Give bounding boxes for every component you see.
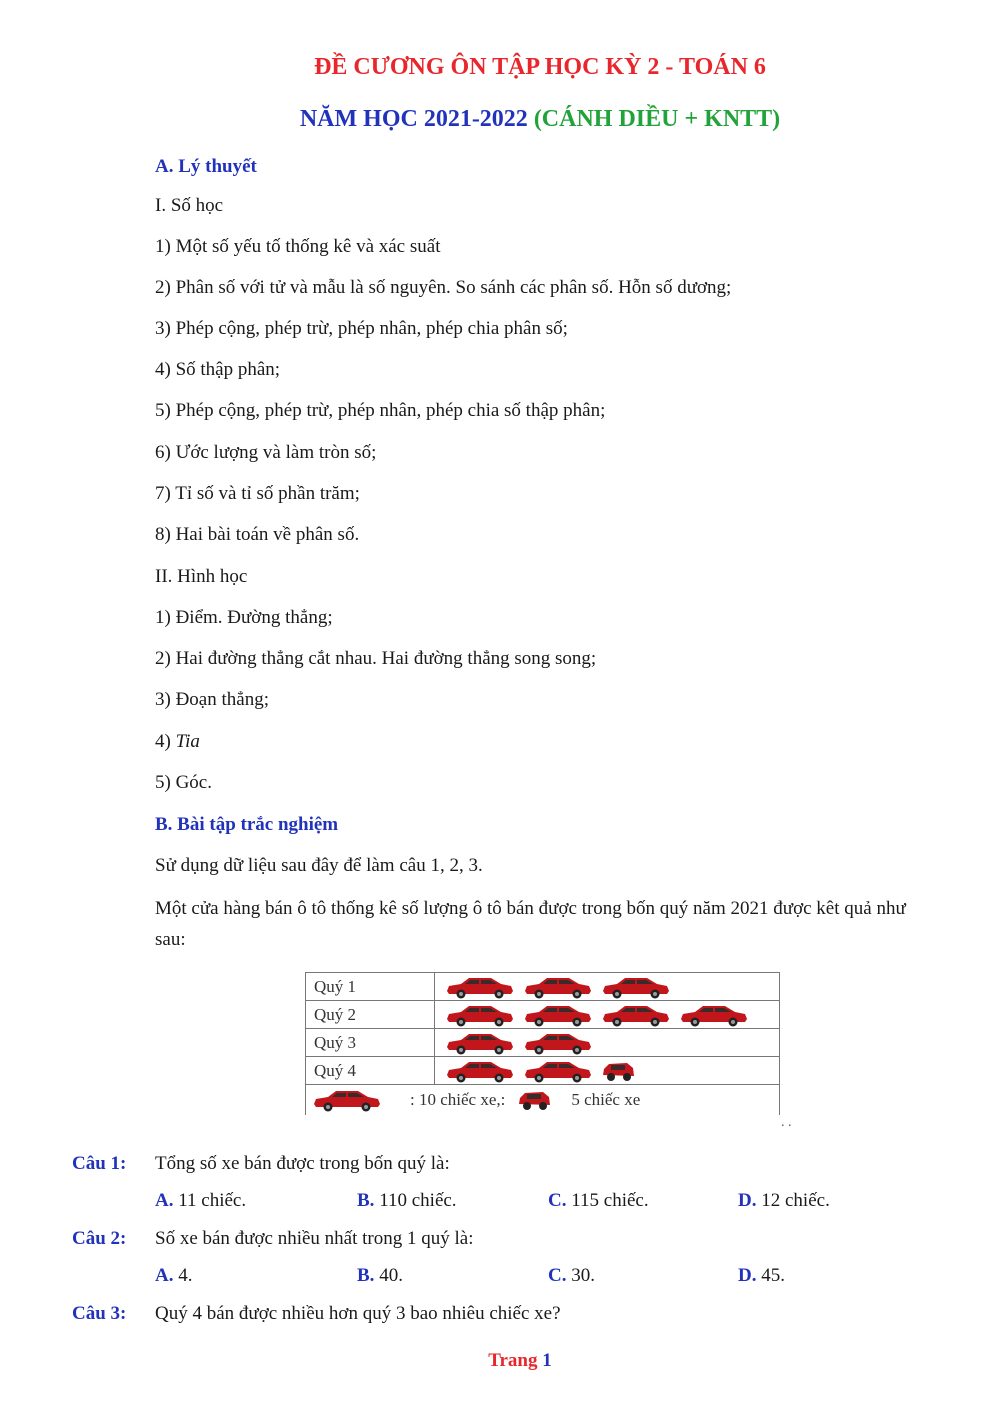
quarter-cars	[435, 1001, 780, 1029]
car-icon	[445, 975, 515, 999]
geo-item-number: 4)	[155, 731, 176, 752]
page-number: 1	[542, 1350, 552, 1371]
question-2	[72, 1228, 473, 1250]
geo-item: 1) Điểm. Đường thẳng;	[155, 607, 333, 628]
car-icon	[312, 1088, 390, 1112]
exercises-context: Một cửa hàng bán ô tô thống kê số lượng ô tô bán được trong bốn quý năm 2021 được kêt quả như sau:	[155, 898, 906, 950]
option-letter: D.	[738, 1190, 757, 1211]
geo-item-text: Tia	[175, 731, 200, 752]
pictogram-row	[306, 1057, 780, 1085]
quarter-label: Quý 1	[306, 973, 435, 1001]
geo-item: 2) Hai đường thẳng cắt nhau. Hai đường thẳng song song;	[155, 648, 597, 669]
pictogram-row	[306, 1029, 780, 1057]
geo-item: 5) Góc.	[155, 772, 212, 793]
school-year: NĂM HỌC 2021-2022	[299, 106, 534, 132]
car-icon	[523, 1059, 593, 1083]
stray-mark: . .	[781, 1115, 792, 1130]
option-letter: D.	[738, 1265, 757, 1286]
arith-item: 5) Phép cộng, phép trừ, phép nhân, phép chia số thập phân;	[155, 400, 606, 421]
arith-item: 6) Ước lượng và làm tròn số;	[155, 442, 377, 463]
option-text: 45.	[756, 1265, 785, 1286]
car-icon	[601, 1003, 671, 1027]
document-title: ĐỀ CƯƠNG ÔN TẬP HỌC KỲ 2 - TOÁN 6	[314, 54, 766, 80]
option-letter: C.	[548, 1190, 567, 1211]
option-text: 30.	[566, 1265, 595, 1286]
option-text: 40.	[374, 1265, 403, 1286]
question-text: Quý 4 bán được nhiều hơn quý 3 bao nhiêu chiếc xe?	[155, 1303, 561, 1324]
option-text: 11 chiếc.	[173, 1190, 247, 1211]
car-icon	[445, 1059, 515, 1083]
option-text: 110 chiếc.	[374, 1190, 457, 1211]
textbook-series: (CÁNH DIỀU + KNTT)	[533, 106, 781, 132]
arith-item: 1) Một số yếu tố thống kê và xác suất	[155, 236, 441, 257]
legend-half-label: 5 chiếc xe	[571, 1090, 641, 1109]
quarter-cars	[435, 1057, 780, 1085]
arith-item: 4) Số thập phân;	[155, 359, 281, 380]
arith-item: 8) Hai bài toán về phân số.	[155, 524, 360, 545]
question-3	[72, 1303, 561, 1325]
option-a[interactable]	[155, 1265, 192, 1287]
car-icon	[601, 975, 671, 999]
car-icon	[523, 975, 593, 999]
legend-full-label: : 10 chiếc xe,:	[410, 1090, 506, 1109]
car-icon	[523, 1003, 593, 1027]
option-letter: B.	[357, 1265, 375, 1286]
option-b[interactable]	[357, 1190, 457, 1212]
quarter-label: Quý 3	[306, 1029, 435, 1057]
question-label: Câu 1:	[72, 1153, 127, 1174]
question-label: Câu 3:	[72, 1303, 127, 1324]
quarter-label: Quý 2	[306, 1001, 435, 1029]
option-d[interactable]	[738, 1265, 785, 1287]
car-half-icon	[517, 1088, 559, 1112]
exercises-intro: Sử dụng dữ liệu sau đây để làm câu 1, 2, 3.	[155, 855, 483, 876]
option-c[interactable]	[548, 1265, 595, 1287]
question-text: Số xe bán được nhiều nhất trong 1 quý là:	[155, 1228, 474, 1249]
quarter-cars	[435, 973, 780, 1001]
option-d[interactable]	[738, 1190, 830, 1212]
car-icon	[523, 1031, 593, 1055]
option-letter: A.	[155, 1190, 174, 1211]
geo-item	[155, 731, 200, 753]
option-text: 115 chiếc.	[566, 1190, 649, 1211]
pictogram-row	[306, 973, 780, 1001]
geometry-heading: II. Hình học	[155, 566, 248, 587]
car-icon	[312, 1088, 382, 1112]
arith-item: 3) Phép cộng, phép trừ, phép nhân, phép chia phân số;	[155, 318, 568, 339]
option-text: 4.	[173, 1265, 193, 1286]
option-c[interactable]	[548, 1190, 649, 1212]
option-b[interactable]	[357, 1265, 403, 1287]
option-letter: C.	[548, 1265, 567, 1286]
quarter-cars	[435, 1029, 780, 1057]
arithmetic-heading: I. Số học	[155, 195, 224, 216]
pictogram-row	[306, 1001, 780, 1029]
theory-heading: A. Lý thuyết	[155, 156, 257, 177]
option-text: 12 chiếc.	[756, 1190, 830, 1211]
car-half-icon	[601, 1059, 635, 1083]
option-letter: B.	[357, 1190, 375, 1211]
pictogram-table	[305, 972, 780, 1122]
exercises-heading: B. Bài tập trắc nghiệm	[155, 814, 339, 835]
question-text: Tổng số xe bán được trong bốn quý là:	[155, 1153, 450, 1174]
page-word: Trang	[488, 1350, 543, 1371]
option-letter: A.	[155, 1265, 174, 1286]
arith-item: 7) Tỉ số và tỉ số phần trăm;	[155, 483, 360, 504]
quarter-label: Quý 4	[306, 1057, 435, 1085]
pictogram-legend	[306, 1085, 780, 1116]
page-footer	[0, 1350, 1000, 1372]
option-a[interactable]	[155, 1190, 246, 1212]
car-half-icon	[517, 1088, 551, 1112]
arith-item: 2) Phân số với tử và mẫu là số nguyên. So sánh các phân số. Hỗn số dương;	[155, 277, 732, 298]
question-1	[72, 1153, 450, 1175]
car-icon	[445, 1031, 515, 1055]
question-label: Câu 2:	[72, 1228, 127, 1249]
document-subtitle	[0, 106, 1000, 133]
car-icon	[679, 1003, 749, 1027]
car-icon	[445, 1003, 515, 1027]
geo-item: 3) Đoạn thẳng;	[155, 689, 269, 710]
